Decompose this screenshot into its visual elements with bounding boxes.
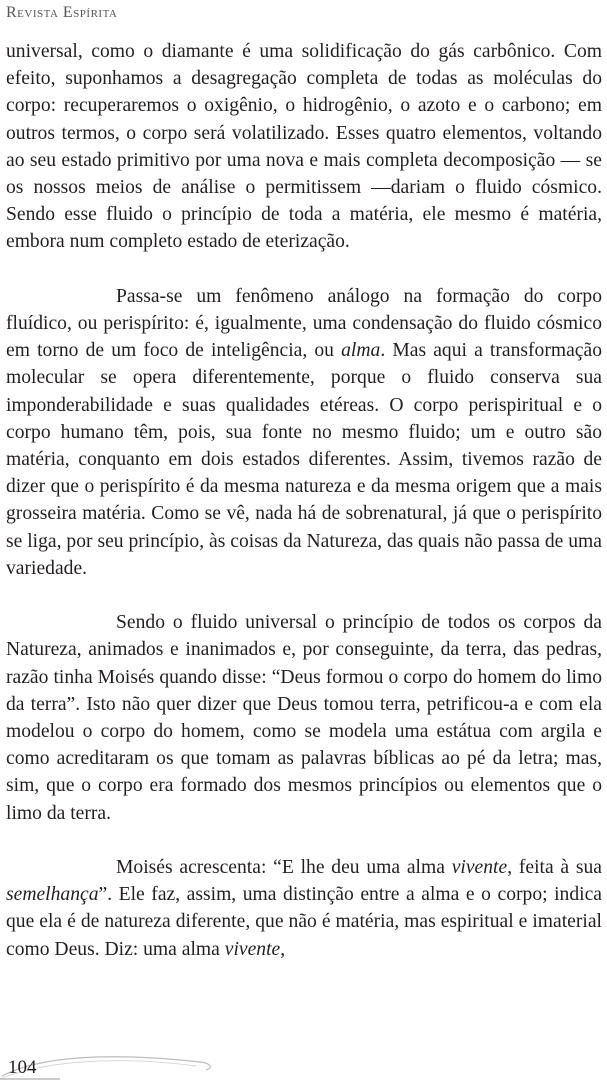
paragraph-3 <box>6 609 602 827</box>
text-run: ”. Ele faz, assim, uma distinção entre a alma e o corpo; indica que ela é de natureza diferente, que não é matéria, mas espiritual e imaterial como Deus. Diz: uma alma <box>6 884 602 960</box>
text-run: universal, como o diamante é uma solidificação do gás carbônico. Com efeito, suponhamos a desagregação completa de todas as moléculas do corpo: recuperaremos o oxigênio, o hidrogênio, o azoto e o carbono; em outros termos, o corpo será volatilizado. Esses quatro elementos, voltando ao seu estado primitivo por uma nova e mais completa decomposição — se os nossos meios de análise o permitissem —dariam o fluido cósmico. Sendo esse fluido o princípio de toda a matéria, ele mesmo é matéria, embora num completo estado de eterização. <box>6 41 602 253</box>
text-run: , <box>280 938 286 960</box>
paragraph-4 <box>6 854 602 963</box>
running-head: Revista Espírita <box>6 4 118 21</box>
paragraph-2 <box>6 283 602 582</box>
italic-run: semelhança <box>6 884 99 906</box>
italic-run: alma <box>341 340 381 362</box>
italic-run: vivente <box>224 938 281 960</box>
paragraph-1 <box>6 38 602 256</box>
italic-run: vivente <box>451 857 508 879</box>
text-run: Passa-se um fenômeno análogo na formação do corpo fluídico, ou perispírito: é, igualmente, uma condensação do fluido cósmico em torno de um foco de inteligência, ou <box>6 285 602 362</box>
text-run: Sendo o fluido universal o princípio de todos os corpos da Natureza, animados e inanimados e, por conseguinte, da terra, das pedras, razão tinha Moisés quando disse: “Deus formou o corpo do homem do limo da terra”. Isto não quer dizer que Deus tomou terra, petrificou-a e com ela modelou o corpo do homem, como se modela uma estátua com argila e como acreditaram os que tomam as palavras bíblicas ao pé da letra; mas, sim, que o corpo era formado dos mesmos princípios ou elementos que o limo da terra. <box>6 612 602 824</box>
page-number: 104 <box>8 1057 37 1078</box>
text-run: . Mas aqui a transformação molecular se opera diferentemente, porque o fluido conserva sua imponderabilidade e suas qualidades etéreas. O corpo perispiritual e o corpo humano têm, pois, sua fonte no mesmo fluido; um e outro são matéria, conquanto em dois estados diferentes. Assim, tivemos razão de dizer que o perispírito é da mesma natureza e da mesma origem que a mais grosseira matéria. Como se vê, nada há de sobrenatural, já que o perispírito se liga, por seu princípio, às coisas da Natureza, das quais não passa de uma variedade. <box>6 340 602 579</box>
text-run: , feita à sua <box>507 857 603 879</box>
body-text <box>6 38 602 990</box>
text-run: Moisés acrescenta: “E lhe deu uma alma <box>116 857 452 879</box>
